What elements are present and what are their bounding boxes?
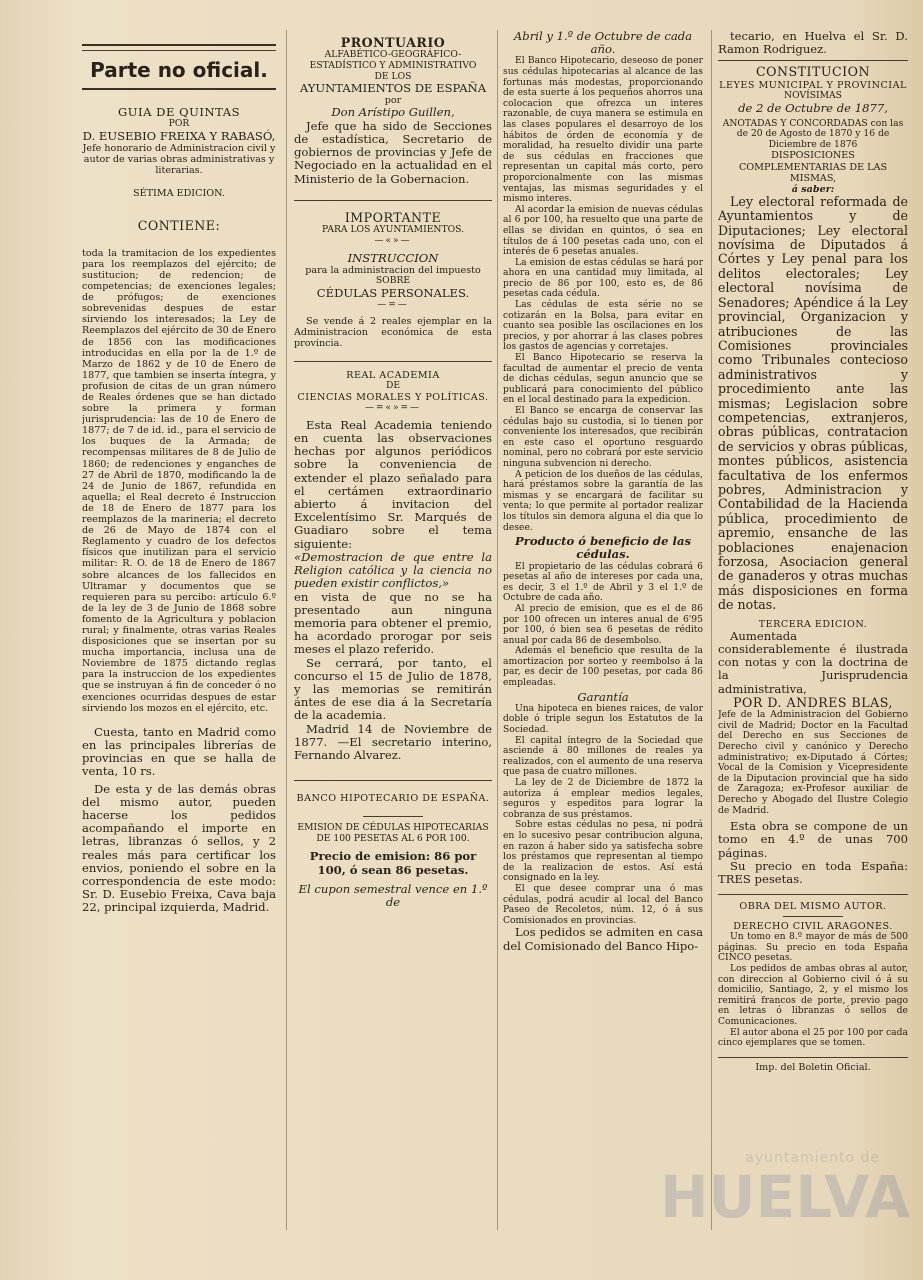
- divider: [783, 916, 843, 917]
- ornament: —«»—: [374, 235, 412, 246]
- compone-text: Esta obra se compone de un tomo en 4.º de unas 700 páginas.: [718, 819, 908, 860]
- paragraph: El que desee comprar una ó mas cédulas, podrá acudir al local del Banco Paseo de Recoletos, núm. 12, ó á sus Comisionados en provincias.: [503, 882, 703, 926]
- author-name: Don Arístipo Guillen,: [331, 105, 455, 120]
- emision-heading: EMISION DE CÉDULAS HIPOTECARIAS DE 100 PESETAS AL 6 POR 100.: [297, 822, 489, 844]
- divider: [294, 361, 492, 362]
- divider: [718, 1057, 908, 1058]
- book-title: GUIA DE QUINTAS: [117, 105, 241, 119]
- divider: [363, 816, 423, 817]
- paragraph: Una hipoteca en bienes raices, de valor doble ó triple segun los Estatutos de la Sociedad.: [503, 702, 703, 736]
- pedidos-text: Los pedidos de ambas obras al autor, con direccion al Gobierno civil ó á su domicilio, Santiago, 2, y el mismo los remitirá francos de porte, previo pago en letras ó libranzas ó sellos de Comunicaciones.: [718, 963, 908, 1028]
- divider: [294, 780, 492, 781]
- constitucion-subtitle: LEYES MUNICIPAL Y PROVINCIAL: [719, 79, 907, 91]
- ornament: —=—: [377, 299, 409, 310]
- author-description: Jefe que ha sido de Secciones de estadística, Secretario de gobiernos de provincias y Jefe de Negociado en la actualidad en el Ministerio de la Gobernacion.: [294, 118, 492, 186]
- paragraph: El propietario de las cédulas cobrará 6 pesetas al año de intereses por cada una, es decir, 3 el 1.º de Abril y 3 el 1.º de Octubre de cada año.: [503, 560, 703, 604]
- academia-title: REAL ACADEMIA: [346, 370, 440, 382]
- academia-body: Esta Real Academia teniendo en cuenta las observaciones hechas por algunos periódicos sobre la conveniencia de extender el plazo señalado para el certámen extraordinario abierto á invitacion del Excelentísimo Sr. Marqués de Guadiaro sobre el tema siguiente:: [294, 417, 492, 551]
- continued-text: tecario, en Huelva el Sr. D. Ramon Rodriguez.: [718, 30, 908, 57]
- body-text: toda la tramitacion de los expedientes para los reemplazos del ejército; de sustitucion; de redencion; de competencias; de exenciones legales; de prófugos; de exenciones sobrevenidas despues de estar sirviendo los interesados; la Ley de Reemplazos del ejército de 30 de Enero de 1856 con las modificaciones introducidas en ella por la de 1.º de Marzo de 1862 y de 10 de Enero de 1877, que tambien se inserta íntegra, y profusion de citas de un gran número de Reales órdenes que se han dictado sobre la primera y forman jurisprudencia: las de 10 de Enero de 1877; de 7 de id. id., para el servicio de los buques de la Armada; de recompensas militares de 8 de Julio de 1860; de redenciones y enganches de 27 de Abril de 1870, modificando la de 24 de Junio de 1867, refundida en aquella; el Real decreto é Instruccion de 18 de Enero de 1877 para los reemplazos de la marineria; el decreto de 26 de Mayo de 1874 con el Reglamento y cuadro de los defectos físicos que inutilizan para el servicio militar: R. O. de 18 de Enero de 1867 sobre alcances de los fallecidos en Ultramar y documentos que se requieren para su percibo: artículo 6.º de la ley de 3 de Junio de 1868 sobre fomento de la Agricultura y poblacion rural; y finalmente, otras varias Reales disposiciones que se insertan por su mucha importancia, inclusa una de Noviembre de 1875 dictando reglas para la instruccion de los expedientes que se instruyan á fin de conceder ó no exenciones ocurridas despues de estar sirviendo los mozos en el ejército, etc.: [82, 247, 276, 714]
- paragraph: Los pedidos se admiten en casa del Comisionado del Banco Hipo-: [503, 925, 703, 953]
- derecho-description: Un tomo en 8.º mayor de más de 500 páginas. Su precio en toda España CINCO pesetas.: [718, 931, 908, 964]
- paragraph: Además el beneficio que resulta de la amortizacion por sorteo y reembolso á la par, es decir de 100 pesetas, por cada 86 empleadas.: [503, 645, 703, 689]
- por-label: por: [384, 95, 402, 107]
- watermark-line-2: ayuntamiento de: [745, 1150, 880, 1166]
- a-saber-label: á saber:: [791, 183, 835, 195]
- academia-subtitle: CIENCIAS MORALES Y POLÍTICAS.: [297, 391, 489, 403]
- author-description: Jefe de la Administracion del Gobierno civil de Madrid; Doctor en la Facultad del Derecho en sus Secciones de Derecho civil y canónico y Derecho administrativo; ex-Diputado á Córtes; Vocal de la Comision y Vicepresidente de la Diputacion provincial que ha sido de Zaragoza; ex-Profesor auxiliar de Derecho y Abogado del Ilustre Colegio de Madrid.: [718, 709, 908, 816]
- instruccion-heading: INSTRUCCION: [347, 250, 439, 265]
- divider: [718, 60, 908, 61]
- instruccion-description: para la administracion del impuesto: [305, 264, 481, 276]
- paragraph: El capital íntegro de la Sociedad que asciende á 80 millones de reales ya realizados, con el aumento de una reserva que pasa de cuatro millones.: [503, 734, 703, 778]
- divider: [82, 44, 276, 46]
- importante-heading: IMPORTANTE: [344, 209, 442, 225]
- column-rule: [711, 30, 712, 1230]
- paragraph: El Banco se encarga de conservar las cédulas bajo su custodia, si lo tienen por conveniente los interesados, que recibirán en este caso el oportuno resguardo nominal, pero no cobrará por este servicio ninguna subvencion ni derecho.: [503, 405, 703, 469]
- sale-note: Se vende á 2 reales ejemplar en la Administracion económica de esta provincia.: [294, 315, 492, 349]
- constitucion-title: CONSTITUCION: [756, 64, 870, 80]
- column-4: [718, 30, 908, 1270]
- paragraph: Al precio de emision, que es el de 86 por 100 ofrecen un interes anual de 6'95 por 100, ó bien sea 6 pesetas de rédito anual por cada 86 de desembolso.: [503, 602, 703, 646]
- watermark-line-1: HUELVA: [660, 1163, 911, 1231]
- sobre-label: SOBRE: [375, 275, 411, 286]
- paragraph: Al acordar la emision de nuevas cédulas al 6 por 100, ha resuelto que una parte de ellas se dividan en quintos, ó sea en títulos de á 100 pesetas cada uno, con el interés de 6 pesetas anuales.: [503, 203, 703, 258]
- continued-text: Abril y 1.º de Octubre de cada año.: [513, 30, 693, 57]
- paragraph: El Banco Hipotecario se reserva la facultad de aumentar el precio de venta de dichas cédulas, segun anuncio que se publicará para conocimiento del público en el local destinado para la expedicion.: [503, 352, 703, 406]
- column-rule: [497, 30, 498, 1230]
- para-ayuntamientos: PARA LOS AYUNTAMIENTOS.: [322, 224, 464, 236]
- garantia-heading: Garantía: [577, 689, 629, 704]
- contents-heading: CONTIENE:: [137, 218, 221, 234]
- producto-heading: Producto ó beneficio de las cédulas.: [515, 534, 691, 562]
- cupon-text: El cupon semestral vence en 1.º de: [298, 881, 488, 910]
- author-description: Jefe honorario de Administracion civil y autor de varias obras administrativas y literarias.: [82, 143, 276, 177]
- archive-watermark: [660, 1150, 910, 1260]
- divider: [718, 894, 908, 895]
- paragraph: El Banco Hipotecario, deseoso de poner sus cédulas hipotecarias al alcance de las fortunas más modestas, proporcionando de esta suerte á los pequeños ahorros una colocacion que ofrezca un interes razonable, de cuya manera se estimula en las clases populares el desarroyo de los hábitos de órden de economía y de moralidad, ha resuelto dividir una parte de sus cédulas en fracciones que representan un capital más corto, pero proporcionalmente con las mismas ventajas, las mismas seguridades y el mismo interes.: [503, 55, 703, 205]
- aumentada-text: Aumentada considerablemente é ilustrada con notas y con la doctrina de la Jurisprudencia administrativa,: [718, 628, 908, 696]
- body-text: Ley electoral reformada de Ayuntamientos y de Diputaciones; Ley electoral novísima de Diputados á Córtes y Ley penal para los delitos electorales; Ley electoral novísima de Senadores; Apéndice á la Ley provincial, Organizacion y atribuciones de las Comisiones provinciales como Tribunales contecioso administrativos y procedimiento ante las mismas; Legislacion sobre competencias, extranjeros, obras públicas, contratacion de servicios y obras públicas, montes públicos, asistencia facultativa de los enfermos pobres, Administracion y Contabilidad de la Hacienda pública, procedimiento de apremio, ensanche de las poblaciones enajenacion forzosa, Asociacion general de ganaderos y otras muchas más disposiciones en forma de notas.: [718, 193, 908, 613]
- order-paragraph: De esta y de las demás obras del mismo autor, pueden hacerse los pedidos acompañando el importe en letras, libranzas ó sellos, y 2 reales más para certificar los envios, poniendo el sobre en la correspondencia de este modo: Sr. D. Eusebio Freixa, Cava baja 22, principal izquierda, Madrid.: [82, 781, 276, 915]
- academia-de: DE: [385, 380, 401, 392]
- column-2: [294, 30, 492, 1270]
- paragraph: Sobre estas cédulas no pesa, ni podrá en lo sucesivo pesar contribucion alguna, en razon á haber sido ya satisfecha sobre los préstamos que representan al tiempo de la realizacion de estos. Así está consignado en la ley.: [503, 819, 703, 884]
- prontuario-title: PRONTUARIO: [340, 35, 446, 50]
- novisimas-label: NOVÍSIMAS: [784, 89, 842, 101]
- paragraph: Las cédulas de esta série no se cotizarán en la Bolsa, para evitar en cuanto sea posible las oscilaciones en los precios, y por ahorrar á las clases pobres los gastos de agencias y corretajes.: [503, 299, 703, 353]
- paragraph: La emision de estas cédulas se hará por ahora en una cantidad muy limitada, al precio de 86 por 100, esto es, de 86 pesetas cada cédula.: [503, 256, 703, 300]
- author-name: D. EUSEBIO FREIXA Y RABASÓ,: [82, 128, 276, 143]
- academia-body-2: en vista de que no se ha presentado aun ninguna memoria para obtener el premio, ha acordado prorogar por seis meses el plazo referido.: [294, 589, 492, 657]
- cedulas-heading: CÉDULAS PERSONALES.: [316, 285, 470, 300]
- column-1: [82, 30, 276, 1180]
- ornament: —=«»=—: [364, 402, 422, 413]
- abona-text: El autor abona el 25 por 100 por cada cinco ejemplares que se tomen.: [718, 1026, 908, 1049]
- academia-theme: «Demostracion de que entre la Religion católica y la ciencia no pueden existir conflictos,»: [294, 549, 492, 591]
- divider: [294, 200, 492, 201]
- banco-heading: BANCO HIPOTECARIO DE ESPAÑA.: [296, 793, 490, 805]
- constitucion-date: de 2 de Octubre de 1877,: [738, 100, 888, 115]
- prontuario-subtitle: ALFABÉTICO-GEOGRÁFICO-ESTADÍSTICO Y ADMINISTRATIVO: [309, 49, 477, 71]
- precio-text: Su precio en toda España: TRES pesetas.: [718, 858, 908, 886]
- divider: [82, 50, 276, 51]
- edition-label: TERCERA EDICION.: [758, 618, 868, 630]
- price-paragraph: Cuesta, tanto en Madrid como en las principales librerías de provincias en que se halla de venta, 10 rs.: [82, 724, 276, 779]
- section-title: Parte no oficial.: [90, 58, 268, 82]
- disposiciones-heading: DISPOSICIONES COMPLEMENTARIAS DE LAS MISMAS,: [738, 150, 888, 184]
- por-label: POR: [168, 118, 190, 130]
- precio-emision: Precio de emision: 86 por 100, ó sean 86 pesetas.: [309, 849, 477, 877]
- prontuario-de: DE LOS: [374, 70, 412, 82]
- paragraph: La ley de 2 de Diciembre de 1872 la autoriza á emplear medios legales, seguros y espeditos para lograr la cobranza de sus préstamos.: [503, 777, 703, 820]
- column-3: [503, 30, 703, 1270]
- anotadas-note: ANOTADAS Y CONCORDADAS con las de 20 de Agosto de 1870 y 16 de Diciembre de 1876: [722, 117, 904, 150]
- academia-date: Madrid 14 de Noviembre de 1877. —El secretario interino, Fernando Alvarez.: [294, 721, 492, 762]
- divider: [82, 88, 276, 90]
- author-name: POR D. ANDRES BLAS,: [733, 694, 893, 710]
- imprenta-credit: Imp. del Boletin Oficial.: [755, 1061, 871, 1073]
- derecho-heading: DERECHO CIVIL ARAGONES.: [733, 921, 893, 933]
- academia-body-3: Se cerrará, por tanto, el concurso el 15 de Julio de 1878, y las memorias se remitirán ántes de ese dia á la Secretaría de la academia.: [294, 655, 492, 723]
- prontuario-subtitle-2: AYUNTAMIENTOS DE ESPAÑA: [299, 81, 487, 96]
- obra-mismo-heading: OBRA DEL MISMO AUTOR.: [739, 901, 887, 913]
- edition-label: SÉTIMA EDICION.: [133, 188, 225, 200]
- column-rule: [286, 30, 287, 1230]
- paragraph: A peticion de los dueños de las cédulas, hará préstamos sobre la garantía de las mismas y se encargará de facilitar su venta; lo que permite al portador realizar los títulos sin demora alguna el dia que lo desee.: [503, 468, 703, 533]
